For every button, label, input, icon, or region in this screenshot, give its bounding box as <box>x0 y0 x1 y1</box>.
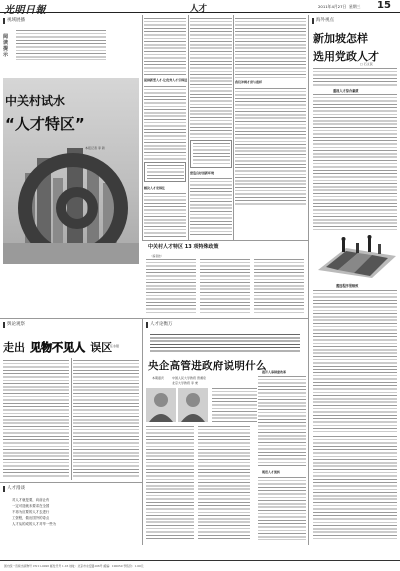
left-mid-title-post: 误区 <box>90 341 113 354</box>
policy-col1 <box>146 259 196 313</box>
masthead-weekday: 星期三 <box>349 4 361 9</box>
policy-col3 <box>254 259 304 313</box>
left-mid-byline: 任永强 <box>110 344 120 348</box>
forum-host-label: 本期嘉宾 <box>152 376 165 380</box>
forum-col1 <box>146 426 194 540</box>
lead-title-line2: “人才特区” <box>5 115 85 133</box>
forum-col1-top <box>212 388 257 422</box>
forum-col2 <box>198 426 250 540</box>
guest-portrait-1 <box>146 388 176 422</box>
section-tag-top-left: 视域展播 <box>3 18 25 24</box>
person-icon <box>146 388 176 422</box>
right-sub1: 重视人才综合素质 <box>333 89 359 93</box>
left-mid-col2 <box>73 360 139 478</box>
policy-col2 <box>200 259 250 313</box>
reading-guide <box>3 28 107 72</box>
policy-note: （编者按） <box>150 254 164 258</box>
left-mid-title-pre: 走出 <box>3 341 25 354</box>
section-tag-right-top: 海外视点 <box>312 18 334 24</box>
guest-portrait-2 <box>178 388 208 422</box>
forum-intro-box <box>146 332 304 354</box>
lead-byline: 本报记者 李 新 <box>85 146 105 150</box>
right-byline: □ 石义民 <box>360 62 373 66</box>
footer-text: 国内统一连续出版物号 CN11-0026 邮发代号 1-16 地址：北京市永安路106号 邮编：100050 零售价：1.00元 <box>4 564 144 568</box>
lead-sub1: 提供新型人才·让优秀人才引得进 <box>144 78 188 82</box>
masthead <box>0 0 400 16</box>
lead-quote-box <box>190 140 232 168</box>
right-body-5 <box>313 436 397 540</box>
lead-body-col1b <box>144 86 186 160</box>
person-icon <box>178 388 208 422</box>
forum-col3b <box>258 477 306 540</box>
forum-sub1: 推开人事制度改革 <box>262 370 287 374</box>
quote-line-4: 工资程，做出国外的奇点 <box>12 516 50 520</box>
lead-body-col1 <box>144 18 186 76</box>
quote-line-5: 人才从的成的人才对华一些为 <box>12 522 57 526</box>
left-mid-col1 <box>3 360 69 478</box>
lead-title-block <box>5 92 140 134</box>
left-mid-title-mid: 见物不见人 <box>30 341 86 354</box>
policy-title: 中关村人才特区 13 项特殊政策 <box>148 244 219 250</box>
right-body-4 <box>313 372 397 432</box>
right-body-2 <box>313 94 397 232</box>
lead-sub4: 我们冲刺才育与底样 <box>235 80 263 84</box>
lead-body-col2b <box>190 178 232 237</box>
lead-title-line1: 中关村试水 <box>5 94 66 108</box>
masthead-logo: 光明日報 <box>4 5 46 16</box>
forum-col3 <box>258 376 306 466</box>
reading-guide-text <box>16 30 106 60</box>
forum-guest-1: 中国人民大学教授 曾湘泉 <box>172 376 206 380</box>
right-body-3 <box>313 290 397 370</box>
quote-box <box>8 497 136 537</box>
lead-sidebar-box <box>144 162 186 182</box>
right-title-block <box>313 30 397 64</box>
masthead-date: 2011年4月27日 <box>318 4 347 9</box>
right-title-line1: 新加坡怎样 <box>313 32 368 45</box>
forum-guest-2: 北京大学教授 李 秉 <box>172 381 198 385</box>
lead-sub3: 营造良好创新环境 <box>190 171 215 175</box>
lead-body-col1c <box>144 193 186 237</box>
section-tag-mid-bottom: 人才论衡万 <box>146 322 173 328</box>
forum-title: 央企高管进政府说明什么 <box>148 360 267 372</box>
chess-illustration <box>312 234 398 280</box>
forum-sub2: 规范人才流转 <box>262 470 281 474</box>
quote-line-3: 不再为应要的人才去进行 <box>12 510 50 514</box>
masthead-section: 人才 <box>190 3 208 14</box>
right-body-1 <box>313 68 397 86</box>
lead-body-col3b <box>235 88 306 206</box>
page-number: 15 <box>377 0 391 11</box>
lead-body-col3 <box>235 18 306 78</box>
lead-body-col2 <box>190 18 232 138</box>
policy-box <box>142 241 308 315</box>
footer <box>0 560 400 571</box>
section-tag-left-bottom: 人才漫谈 <box>3 486 25 492</box>
reading-guide-label: 阅读提示 <box>3 34 9 58</box>
right-title-line2: 选用党政人才 <box>313 50 379 63</box>
section-tag-left-mid: 舆论观察 <box>3 322 25 328</box>
quote-line-1: 对人才就是要，向前让有 <box>12 498 50 502</box>
right-sub2: 遴选程序很细致 <box>336 284 359 288</box>
lead-sub2: 解决人才安得住 <box>144 186 166 190</box>
chessboard-graphic <box>312 234 398 280</box>
quote-line-2: 一定可造就未要求在全国 <box>12 504 50 508</box>
